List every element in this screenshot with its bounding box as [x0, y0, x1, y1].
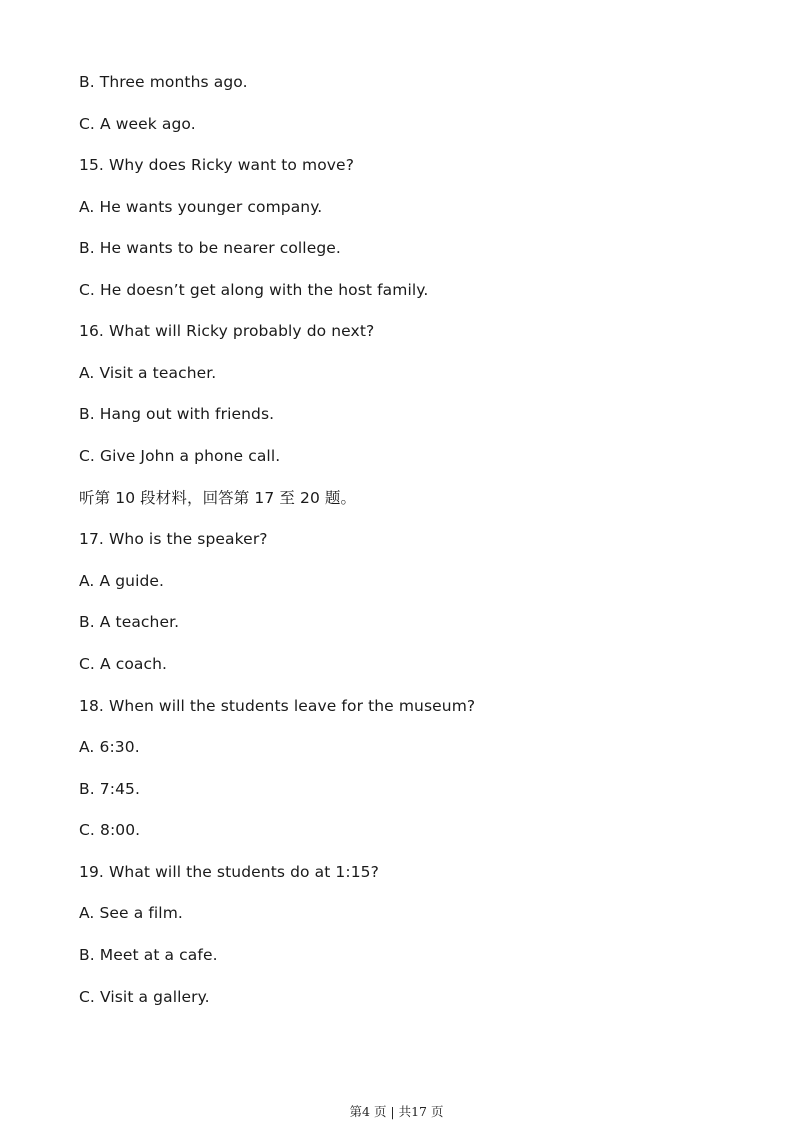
- q18-option-c: C. 8:00.: [79, 821, 141, 839]
- q14-option-c: C. A week ago.: [79, 115, 196, 133]
- q19-option-a: A. See a film.: [79, 904, 183, 922]
- q15-option-a: A. He wants younger company.: [79, 198, 323, 216]
- question-16: 16. What will Ricky probably do next?: [79, 322, 375, 340]
- q15-option-b: B. He wants to be nearer college.: [79, 239, 341, 257]
- q17-option-c: C. A coach.: [79, 655, 168, 673]
- q15-option-c: C. He doesn’t get along with the host family.: [79, 281, 429, 299]
- q16-option-c: C. Give John a phone call.: [79, 447, 281, 465]
- page-footer: 第4 页 | 共17 页: [349, 1104, 444, 1119]
- q17-option-b: B. A teacher.: [79, 613, 180, 631]
- question-15: 15. Why does Ricky want to move?: [79, 156, 355, 174]
- q17-option-a: A. A guide.: [79, 572, 165, 590]
- question-18: 18. When will the students leave for the museum?: [79, 697, 476, 715]
- q14-option-b: B. Three months ago.: [79, 73, 248, 91]
- q18-option-a: A. 6:30.: [79, 738, 140, 756]
- q19-option-b: B. Meet at a cafe.: [79, 946, 218, 964]
- q16-option-b: B. Hang out with friends.: [79, 405, 275, 423]
- q16-option-a: A. Visit a teacher.: [79, 364, 217, 382]
- question-17: 17. Who is the speaker?: [79, 530, 268, 548]
- q18-option-b: B. 7:45.: [79, 780, 141, 798]
- q19-option-c: C. Visit a gallery.: [79, 988, 210, 1006]
- question-19: 19. What will the students do at 1:15?: [79, 863, 379, 881]
- section-instruction: 听第 10 段材料，回答第 17 至 20 题。: [79, 489, 357, 507]
